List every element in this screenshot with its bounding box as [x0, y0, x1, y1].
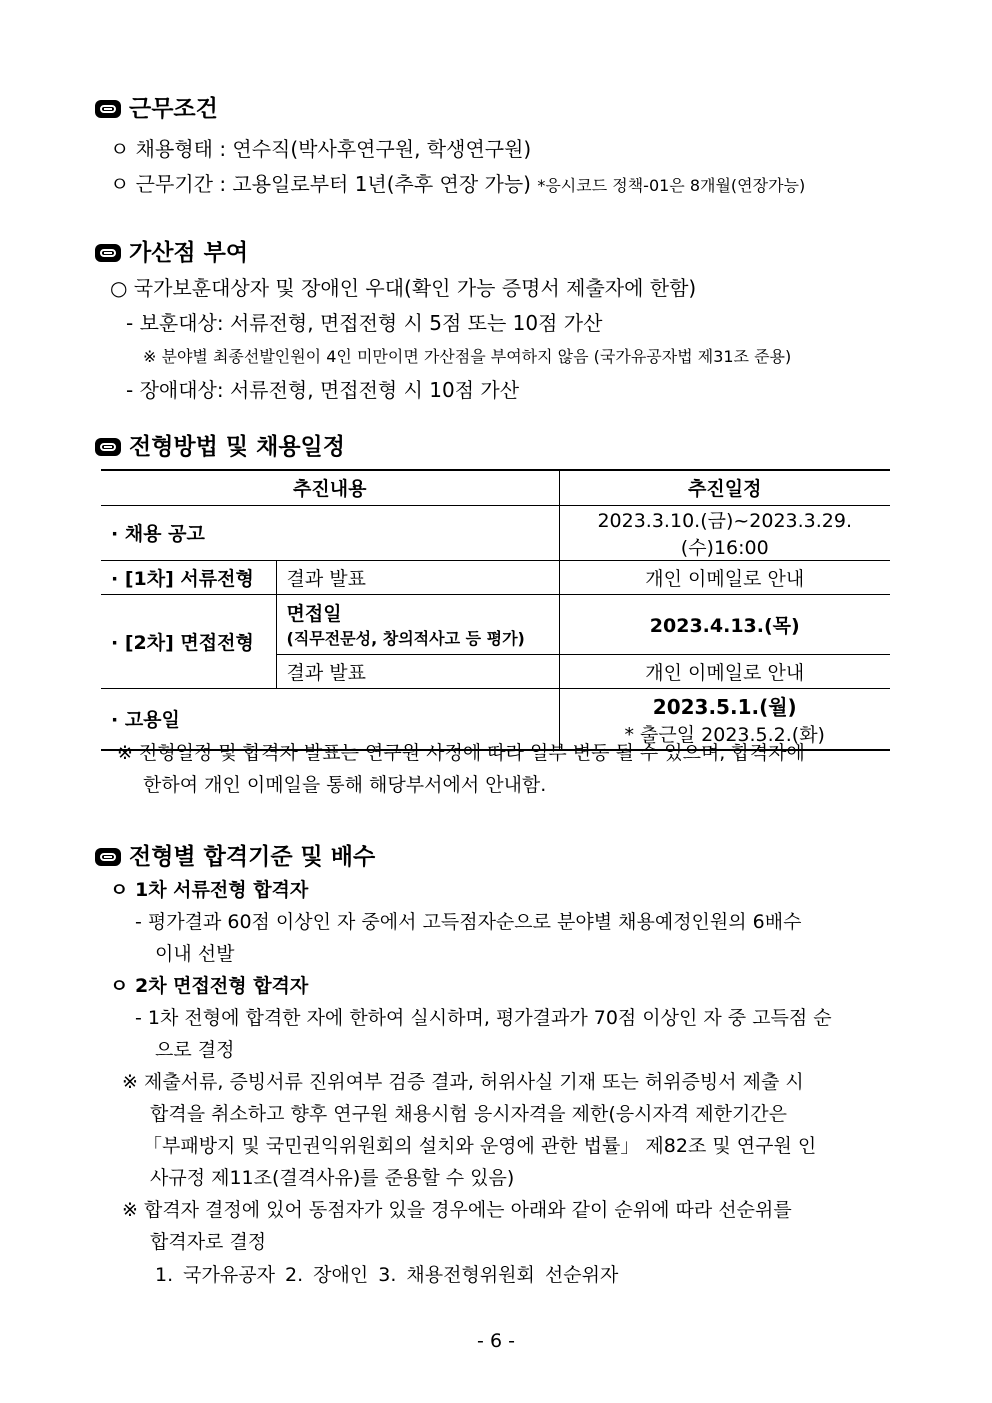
table-row [101, 505, 890, 560]
row-sub: 결과 발표 [276, 560, 559, 594]
stage2-line2: 으로 결정 [155, 1039, 235, 1061]
table-row [101, 594, 890, 654]
row-date: 2023.5.1.(월) * 출근일 2023.5.2.(화) [559, 688, 890, 750]
bonus-priority: ○ 국가보훈대상자 및 장애인 우대(확인 가능 증명서 제출자에 한함) [110, 276, 697, 300]
stage2-line1: - 1차 전형에 합격한 자에 한하여 실시하며, 평가결과가 70점 이상인 자 중 고득점 순 [135, 1007, 832, 1029]
work-period: ㅇ 근무기간 : 고용일로부터 1년(추후 연장 가능) *응시코드 정책-01은 8개월(연장가능) [110, 172, 806, 196]
row-date: 개인 이메일로 안내 [559, 654, 890, 688]
tie-priority-list: 1. 국가유공자 2. 장애인 3. 채용전형위원회 선순위자 [155, 1264, 619, 1286]
row-date: 2023.4.13.(목) [559, 594, 890, 654]
disqualify-note-line2: 합격을 취소하고 향후 연구원 채용시험 응시자격을 제한(응시자격 제한기간은 [150, 1103, 788, 1125]
row-label: · [2차] 면접전형 [101, 594, 276, 688]
row-date: 개인 이메일로 안내 [559, 560, 890, 594]
tie-note-line1: ※ 합격자 결정에 있어 동점자가 있을 경우에는 아래와 같이 순위에 따라 선순위를 [122, 1199, 792, 1221]
bonus-note: ※ 분야별 최종선발인원이 4인 미만이면 가산점을 부여하지 않음 (국가유공자법 제31조 준용) [143, 347, 792, 366]
bonus-disabled: - 장애대상: 서류전형, 면접전형 시 10점 가산 [126, 378, 520, 402]
link-icon [95, 100, 121, 118]
section-heading-bonus-points: 가산점 부여 [95, 234, 248, 267]
table-row [101, 560, 890, 594]
link-icon [95, 438, 121, 456]
disqualify-note-line4: 사규정 제11조(결격사유)를 준용할 수 있음) [150, 1167, 515, 1189]
row-date: 2023.3.10.(금)~2023.3.29.(수)16:00 [559, 505, 890, 560]
disqualify-note-line1: ※ 제출서류, 증빙서류 진위여부 검증 결과, 허위사실 기재 또는 허위증빙서 제출 시 [122, 1071, 804, 1093]
section-heading-pass-criteria: 전형별 합격기준 및 배수 [95, 838, 375, 871]
page-number: - 6 - [477, 1330, 515, 1352]
table-header-row [101, 470, 890, 505]
bonus-veterans: - 보훈대상: 서류전형, 면접전형 시 5점 또는 10점 가산 [126, 311, 603, 335]
employment-type: ㅇ 채용형태 : 연수직(박사후연구원, 학생연구원) [110, 137, 532, 161]
link-icon [95, 244, 121, 262]
schedule-note-line1: ※ 전형일정 및 합격자 발표는 연구원 사정에 따라 일부 변동 될 수 있으며, 합격자에 [117, 742, 805, 764]
stage2-heading: ㅇ 2차 면접전형 합격자 [110, 975, 309, 997]
header-content: 추진내용 [101, 470, 559, 505]
link-icon [95, 848, 121, 866]
work-period-note: *응시코드 정책-01은 8개월(연장가능) [537, 176, 806, 195]
row-sub: 결과 발표 [276, 654, 559, 688]
row-label: · 채용 공고 [101, 505, 559, 560]
row-label: · [1차] 서류전형 [101, 560, 276, 594]
stage1-line2: 이내 선발 [155, 943, 235, 965]
tie-note-line2: 합격자로 결정 [150, 1231, 267, 1253]
stage1-line1: - 평가결과 60점 이상인 자 중에서 고득점자순으로 분야별 채용예정인원의 6배수 [135, 911, 802, 933]
schedule-note-line2: 한하여 개인 이메일을 통해 해당부서에서 안내함. [143, 774, 547, 796]
schedule-table [101, 469, 890, 751]
stage1-heading: ㅇ 1차 서류전형 합격자 [110, 879, 309, 901]
row-sub: 면접일 (직무전문성, 창의적사고 등 평가) [276, 594, 559, 654]
section-heading-work-conditions: 근무조건 [95, 90, 218, 123]
header-schedule: 추진일정 [559, 470, 890, 505]
section-heading-selection-schedule: 전형방법 및 채용일정 [95, 428, 345, 461]
row-label: · 고용일 [101, 688, 559, 750]
disqualify-note-line3: 「부패방지 및 국민권익위원회의 설치와 운영에 관한 법률」 제82조 및 연구원 인 [143, 1135, 817, 1157]
